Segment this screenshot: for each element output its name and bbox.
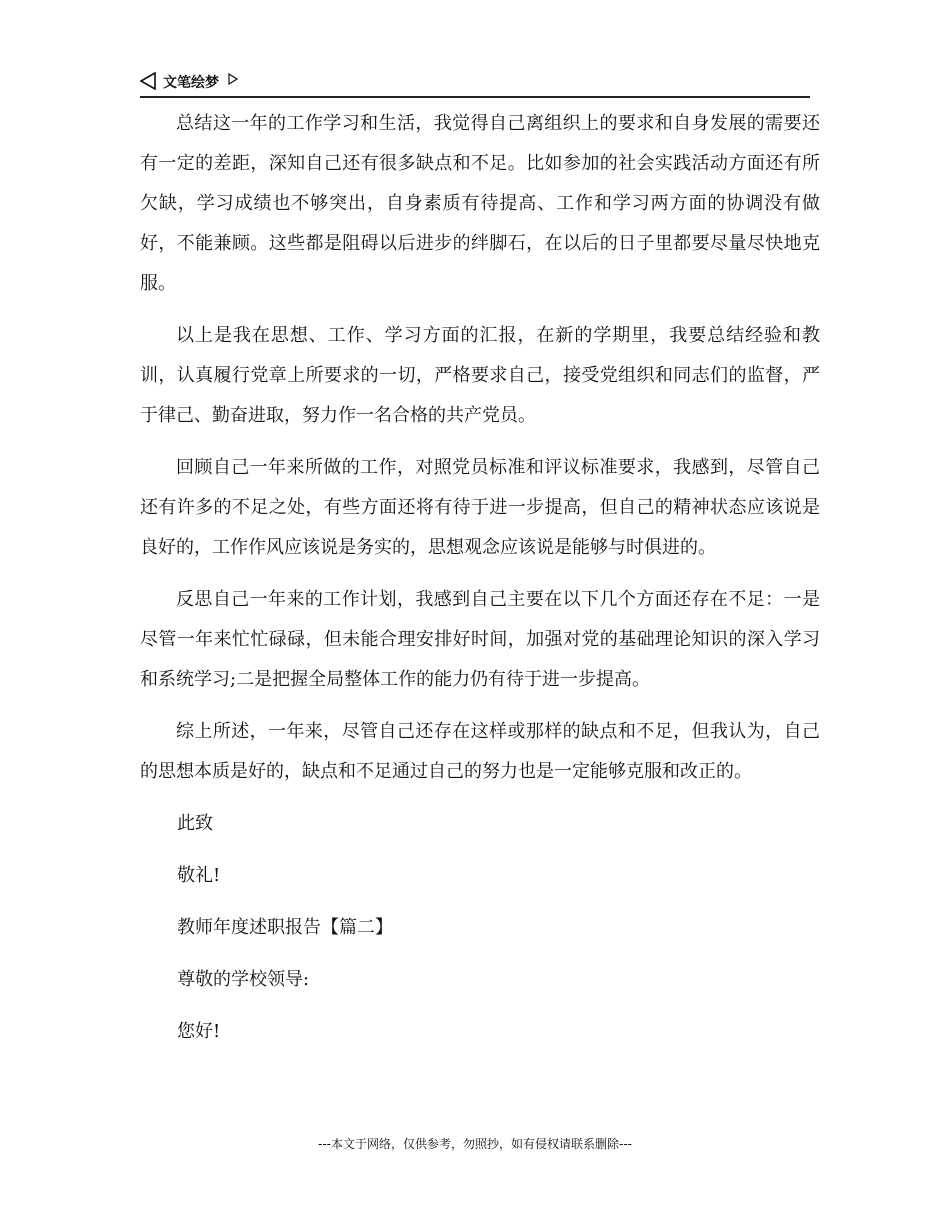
paragraph-report: 以上是我在思想、工作、学习方面的汇报，在新的学期里，我要总结经验和教训，认真履行党章上所要求的一切，严格要求自己，接受党组织和同志们的监督，严于律己、勤奋进取，努力作一名合格的共产党员。 [140, 325, 820, 426]
right-triangle-icon [228, 73, 238, 85]
footer-notice: ---本文于网络，仅供参考，勿照抄，如有侵权请联系删除--- [318, 1137, 632, 1151]
greeting-line: 您好! [177, 1021, 221, 1042]
salute-line: 敬礼! [177, 865, 221, 886]
section-title: 教师年度述职报告【篇二】 [177, 917, 393, 938]
page-header [140, 70, 810, 98]
paragraph-review: 回顾自己一年来所做的工作，对照党员标准和评议标准要求，我感到，尽管自己还有许多的不足之处，有些方面还将有待于进一步提高，但自己的精神状态应该说是良好的，工作作风应该说是务实的，思想观念应该说是能够与时俱进的。 [140, 457, 820, 558]
brand-name: 文笔绘梦 [163, 75, 219, 91]
paragraph-conclusion: 综上所述，一年来，尽管自己还存在这样或那样的缺点和不足，但我认为，自己的思想本质是好的，缺点和不足通过自己的努力也是一定能够克服和改正的。 [140, 721, 820, 782]
document-body [140, 104, 820, 1064]
closing-line: 此致 [177, 813, 213, 834]
left-triangle-icon [140, 72, 156, 90]
paragraph-reflection: 反思自己一年来的工作计划，我感到自己主要在以下几个方面还存在不足：一是尽管一年来忙忙碌碌，但未能合理安排好时间，加强对党的基础理论知识的深入学习和系统学习;二是把握全局整体工作的能力仍有待于进一步提高。 [140, 589, 820, 690]
addressee-line: 尊敬的学校领导: [177, 969, 310, 990]
paragraph-summary: 总结这一年的工作学习和生活，我觉得自己离组织上的要求和自身发展的需要还有一定的差距，深知自己还有很多缺点和不足。比如参加的社会实践活动方面还有所欠缺，学习成绩也不够突出，自身素质有待提高、工作和学习两方面的协调没有做好，不能兼顾。这些都是阻碍以后进步的绊脚石，在以后的日子里都要尽量尽快地克服。 [140, 113, 820, 294]
